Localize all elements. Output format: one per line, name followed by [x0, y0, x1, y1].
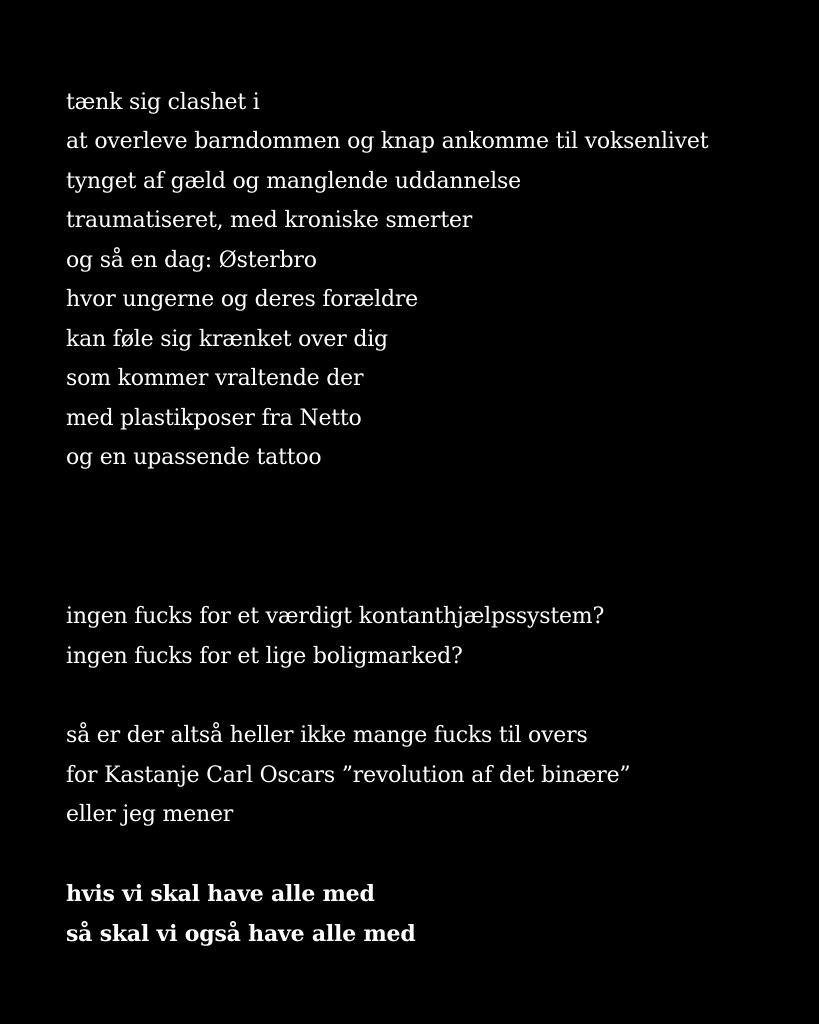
- poem-line: så er der altså heller ikke mange fucks til overs: [66, 723, 588, 748]
- poem-line: ingen fucks for et lige boligmarked?: [66, 644, 463, 669]
- poem-line: kan føle sig krænket over dig: [66, 327, 388, 352]
- poem-line: at overleve barndommen og knap ankomme til voksenlivet: [66, 129, 709, 154]
- poem-line: traumatiseret, med kroniske smerter: [66, 208, 473, 233]
- poem-line: som kommer vraltende der: [66, 366, 364, 391]
- poem-line: og så en dag: Østerbro: [66, 248, 317, 273]
- poem-line-bold: hvis vi skal have alle med: [66, 881, 375, 907]
- poem-line: tænk sig clashet i: [66, 90, 260, 115]
- poem-line: for Kastanje Carl Oscars ”revolution af det binære”: [66, 763, 631, 788]
- poem-line: med plastikposer fra Netto: [66, 406, 362, 431]
- poem-line: ingen fucks for et værdigt kontanthjælpssystem?: [66, 604, 605, 629]
- poem-line: hvor ungerne og deres forældre: [66, 287, 418, 312]
- poem-line: og en upassende tattoo: [66, 445, 322, 470]
- poem-line-bold: så skal vi også have alle med: [66, 921, 416, 947]
- poem-line: tynget af gæld og manglende uddannelse: [66, 169, 521, 194]
- poem-line: eller jeg mener: [66, 802, 234, 827]
